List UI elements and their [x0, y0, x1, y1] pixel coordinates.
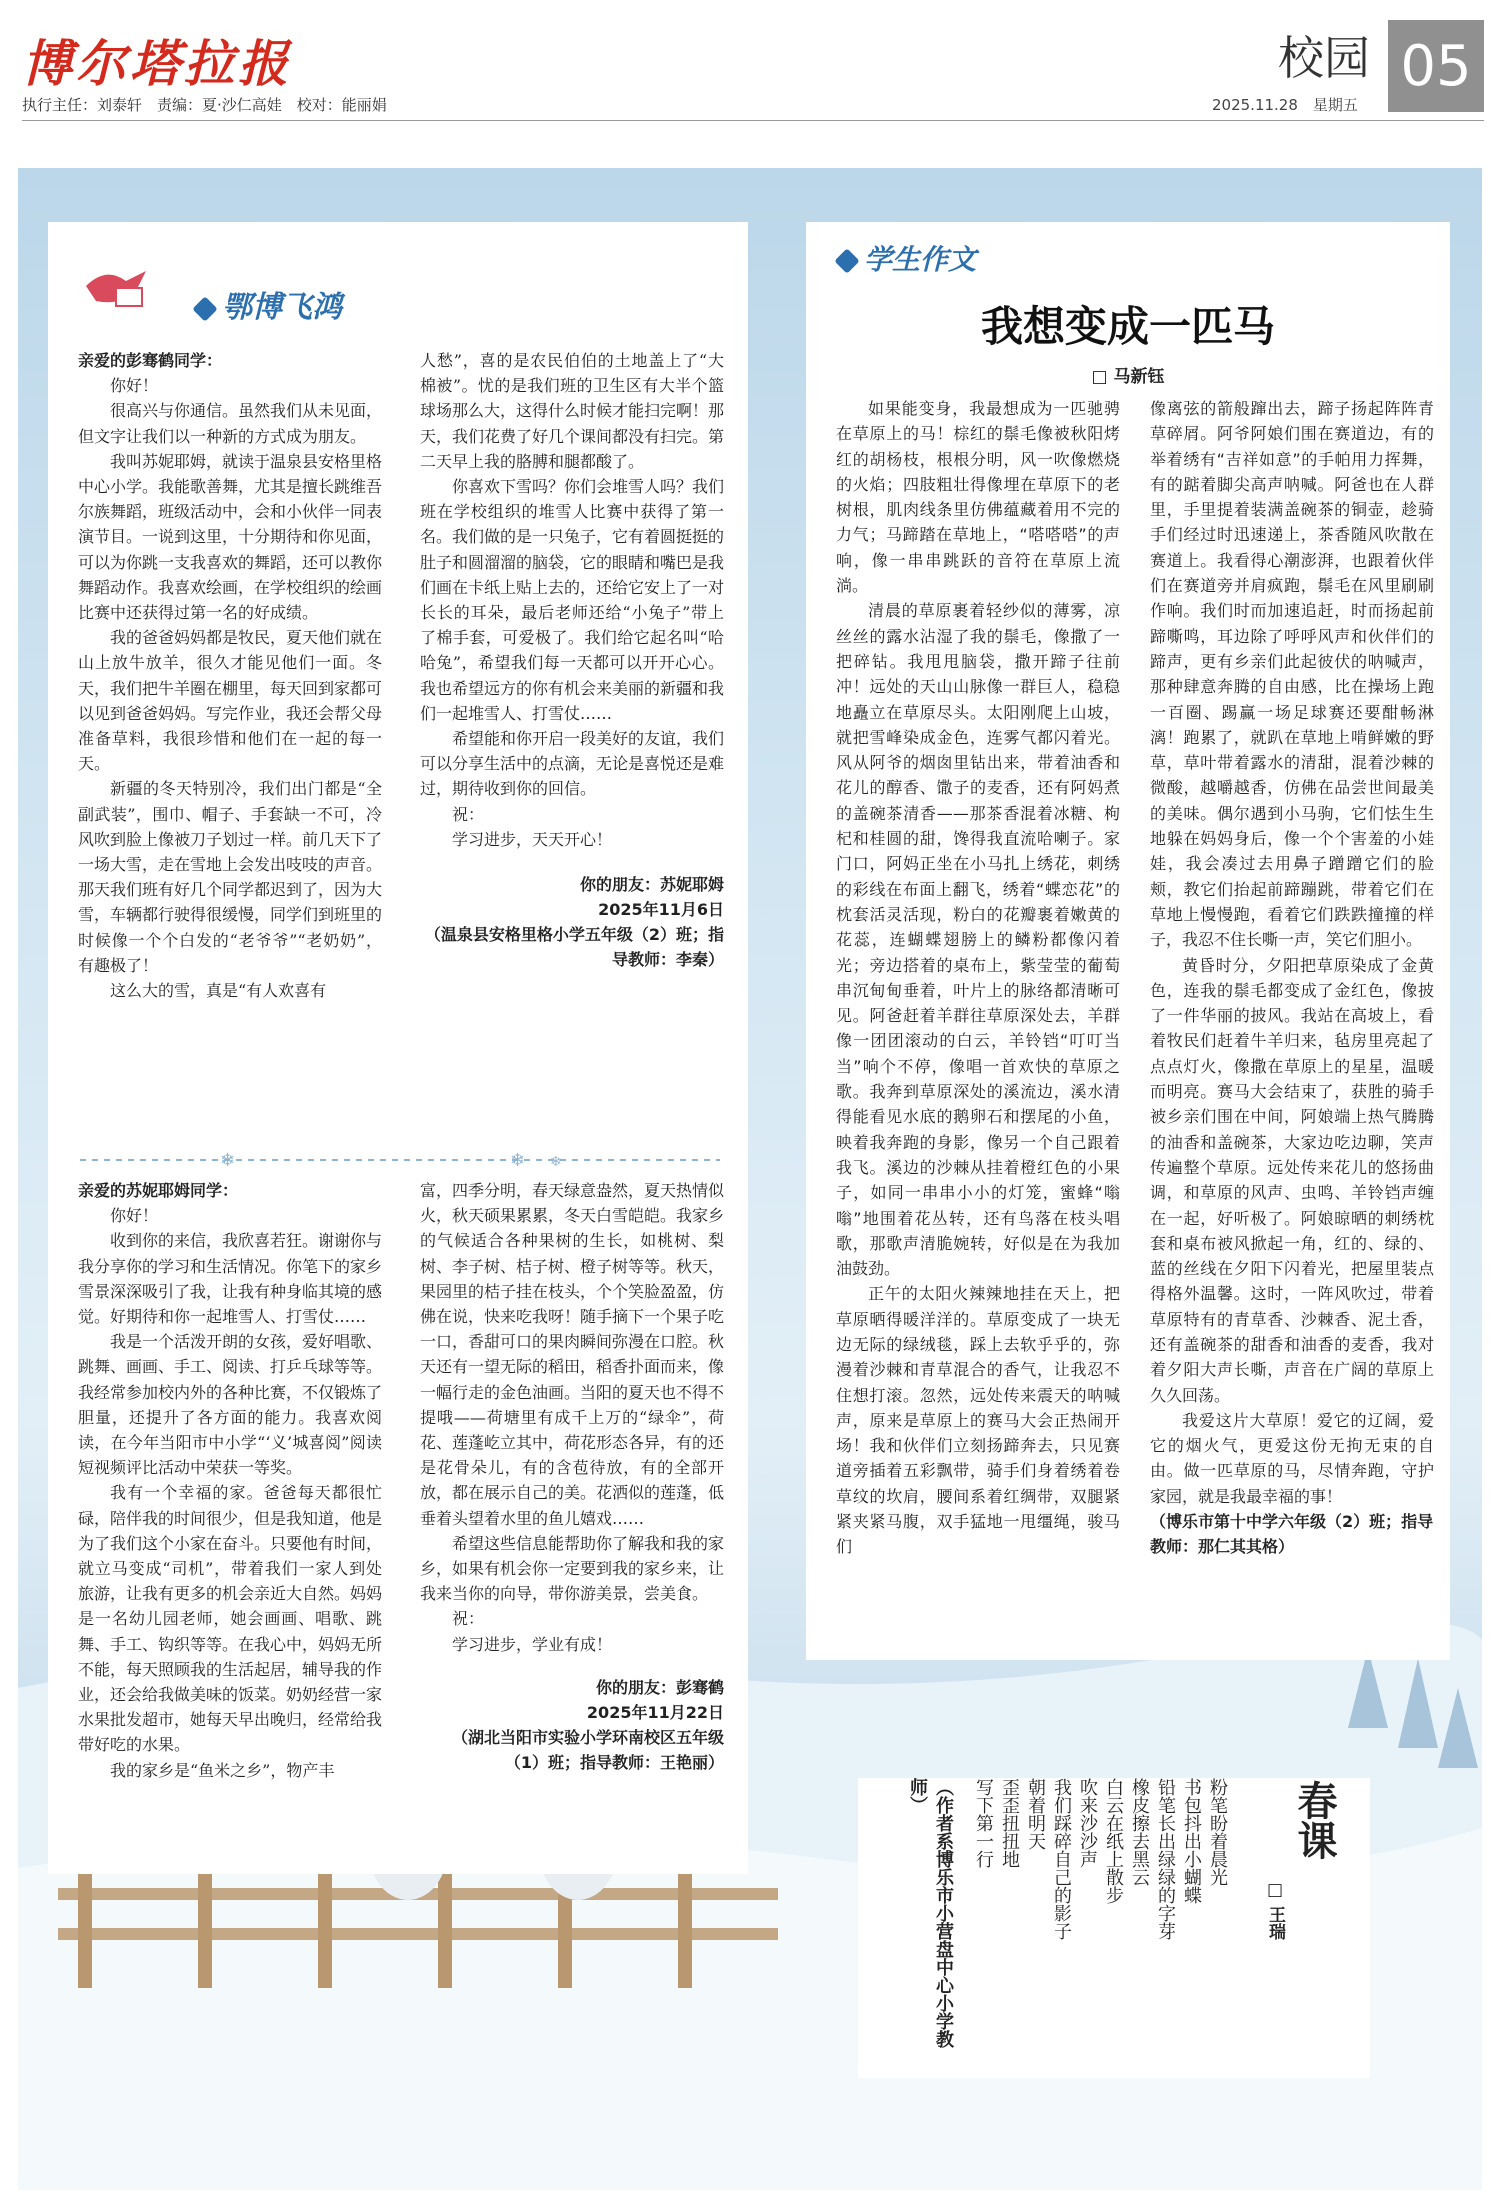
issue-date: 2025.11.28 星期五: [1212, 96, 1358, 114]
letter1-column2: [420, 348, 724, 972]
dotted-divider: [80, 1148, 720, 1172]
letter1-paragraph-continued: 人愁”，喜的是农民伯伯的土地盖上了“大棉被”。忧的是我们班的卫生区有大半个篮球场那么大，这得什么时候才能扫完啊！那天，我们花费了好几个课间都没有扫完。第二天早上我的胳膊和腿都酸了。: [420, 351, 725, 471]
letter1-paragraph: 我叫苏妮耶姆，就读于温泉县安格里格中心小学。我能歌善舞，尤其是擅长跳维吾尔族舞蹈，班级活动中，会和小伙伴一同表演节目。一说到这里，十分期待和你见面，可以为你跳一支我喜欢的舞蹈，还可以教你舞蹈动作。我喜欢绘画，在学校组织的绘画比赛中还获得过第一名的好成绩。: [78, 451, 383, 623]
header-rule: [22, 120, 1484, 121]
letter2-salutation: 亲爱的苏妮耶姆同学：: [78, 1181, 239, 1200]
poem-body: [890, 1778, 1230, 2068]
essay-paragraph: 清晨的草原裹着轻纱似的薄雾，凉丝丝的露水沾湿了我的鬃毛，像撒了一把碎钻。我甩甩脑袋，撒开蹄子往前冲！远处的天山山脉像一群巨人，稳稳地矗立在草原尽头。太阳刚爬上山坡，就把雪峰染成金色，连雾气都闪着光。风从阿爷的烟囱里钻出来，带着油香和花儿的醇香、馓子的麦香，还有阿妈煮的盖碗茶清香——那茶香混着冰糖、枸杞和桂圆的甜，馋得我直流哈喇子。家门口，阿妈正坐在小马扎上绣花，刺绣的彩线在布面上翻飞，绣着“蝶恋花”的枕套活灵活现，粉白的花瓣裹着嫩黄的花蕊，连蝴蝶翅膀上的鳞粉都像闪着光；旁边搭着的桌布上，紫莹莹的葡萄串沉甸甸垂着，叶片上的脉络都清晰可见。阿爸赶着羊群往草原深处去，羊群像一团团滚动的白云，羊铃铛“叮叮当当”响个不停，像唱一首欢快的草原之歌。我奔到草原深处的溪流边，溪水清得能看见水底的鹅卵石和摆尾的小鱼，映着我奔跑的身影，像另一个自己跟着我飞。溪边的沙棘从挂着橙红色的小果子，如同一串串小小的灯笼，蜜蜂“嗡嗡”地围着花丛转，还有鸟落在枝头唱歌，那歌声清脆婉转，好似是在为我加油鼓劲。: [836, 601, 1120, 1279]
letter1-paragraph: 希望能和你开启一段美好的友谊，我们可以分享生活中的点滴，无论是喜悦还是难过，期待收到你的回信。: [420, 729, 725, 799]
letter1-paragraph: 很高兴与你通信。虽然我们从未见面，但文字让我们以一种新的方式成为朋友。: [78, 401, 383, 446]
letter2-sign-school: （湖北当阳市实验小学环南校区五年级（1）班；指导教师：王艳丽）: [451, 1727, 724, 1772]
svg-text:❄: ❄: [510, 1150, 526, 1171]
poem-line: 朝着明天: [1025, 1778, 1046, 1850]
poem-line: 歪歪扭扭地: [999, 1778, 1020, 1868]
letter2-closing-wish: 学习进步，学业有成！: [452, 1634, 613, 1654]
poem-author-note: （作者系博乐市小营盘中心小学教师）: [907, 1778, 954, 2048]
letter2-paragraph: 我是一个活泼开朗的女孩，爱好唱歌、跳舞、画画、手工、阅读、打乒乓球等等。我经常参加校内外的各种比赛，不仅锻炼了胆量，还提升了各方面的能力。我喜欢阅读，在今年当阳市中小学“‘义’城喜阅”阅读短视频评比活动中荣获一等奖。: [78, 1332, 383, 1478]
svg-text:❄: ❄: [550, 1154, 562, 1170]
essay-paragraph: 黄昏时分，夕阳把草原染成了金黄色，连我的鬃毛都变成了金红色，像披了一件华丽的披风。我站在高坡上，看着牧民们赶着牛羊归来，毡房里亮起了点点灯火，像撒在草原上的星星，温暖而明亮。赛马大会结束了，获胜的骑手被乡亲们围在中间，阿娘端上热气腾腾的油香和盖碗茶，大家边吃边聊，笑声传遍整个草原。远处传来花儿的悠扬曲调，和草原的风声、虫鸣、羊铃铛声缠在一起，好听极了。阿娘晾晒的刺绣枕套和桌布被风掀起一角，红的、绿的、蓝的丝线在夕阳下闪着光，把屋里装点得格外温馨。这时，一阵风吹过，带着草原特有的青草香、沙棘香、泥土香，还有盖碗茶的甜香和油香的麦香，我对着夕阳大声长嘶，声音在广阔的草原上久久回荡。: [1150, 955, 1434, 1405]
essay-paragraph: 正午的太阳火辣辣地挂在天上，把草原晒得暖洋洋的。草原变成了一块无边无际的绿绒毯，踩上去软乎乎的，弥漫着沙棘和青草混合的香气，让我忍不住想打滚。忽然，远处传来震天的呐喊声，原来是草原上的赛马大会正热闹开场！我和伙伴们立刻扬蹄奔去，只见赛道旁插着五彩飘带，骑手们身着绣着卷草纹的坎肩，腰间系着红绸带，双腿紧紧夹紧马腹，双手猛地一甩缰绳，骏马们: [836, 1284, 1120, 1557]
letter2-column2: [420, 1178, 724, 1775]
column-title-letters: [196, 282, 342, 326]
article-title: 我想变成一匹马: [980, 302, 1275, 351]
letter1-paragraph: 新疆的冬天特别冷，我们出门都是“全副武装”，围巾、帽子、手套缺一不可，冷风吹到脸上像被刀子划过一样。前几天下了一场大雪，走在雪地上会发出吱吱的声音。那天我们班有好几个同学都迟到了，因为大雪，车辆都行驶得很缓慢，同学们到班里的时候像一个个白发的“老爷爷”“老奶奶”，有趣极了！: [78, 779, 383, 975]
letter1-sign-school: （温泉县安格里格小学五年级（2）班；指导教师：李秦）: [424, 925, 724, 970]
masthead-logo: 博尔塔拉报: [22, 35, 292, 93]
essay-sign: （博乐市第十中学六年级（2）班；指导教师：那仁其其格）: [1150, 1512, 1434, 1557]
poem-line: 橡皮擦去黑云: [1129, 1778, 1150, 1886]
essay-column2: [1150, 396, 1434, 1559]
poem-line: 写下第一行: [973, 1778, 994, 1868]
section-name: 校园: [1278, 31, 1370, 85]
letter1-closing-wish: 学习进步，天天开心！: [452, 829, 613, 849]
letter2-paragraph-continued: 富，四季分明，春天绿意盎然，夏天热情似火，秋天硕果累累，冬天白雪皑皑。我家乡的气候适合各种果树的生长，如桃树、梨树、李子树、桔子树、橙子树等等。秋天，果园里的桔子挂在枝头，个个笑脸盈盈，仿佛在说，快来吃我呀！随手摘下一个果子吃一口，香甜可口的果肉瞬间弥漫在口腔。秋天还有一望无际的稻田，稻香扑面而来，像一幅行走的金色油画。当阳的夏天也不得不提哦——荷塘里有成千上万的“绿伞”，荷花、莲蓬屹立其中，荷花形态各异，有的还是花骨朵儿，有的含苞待放，有的全部开放，都在展示自己的美。花洒似的莲蓬，低垂着头望着水里的鱼儿嬉戏……: [420, 1181, 725, 1528]
column-badge-icon: [192, 296, 217, 321]
letter2-closing: 祝：: [452, 1609, 485, 1629]
letter2-paragraph: 希望这些信息能帮助你了解我和我的家乡，如果有机会你一定要到我的家乡来，让我来当你的向导，带你游美景，尝美食。: [420, 1533, 725, 1604]
dove-icon: [76, 256, 156, 316]
letter1-sign-date: 2025年11月6日: [598, 900, 724, 920]
letter1-paragraph: 这么大的雪，真是“有人欢喜有: [110, 981, 327, 1001]
letter1-paragraph: 我的爸爸妈妈都是牧民，夏天他们就在山上放牛放羊，很久才能见他们一面。冬天，我们把牛羊圈在棚里，每天回到家都可以见到爸爸妈妈。写完作业，我还会帮父母准备草料，我很珍惜和他们在一起的每一天。: [78, 628, 383, 774]
letter1-column1: [78, 348, 382, 1003]
column-badge-icon: [834, 248, 859, 273]
column-title-essay: [838, 238, 976, 278]
essay-column1: [836, 396, 1120, 1560]
column-title-text: 学生作文: [864, 243, 977, 276]
poem-author: □ 王瑞: [1265, 1880, 1285, 1940]
letter2-paragraph: 我有一个幸福的家。爸爸每天都很忙碌，陪伴我的时间很少，但是我知道，他是为了我们这个小家在奋斗。只要他有时间，就立马变成“司机”，带着我们一家人到处旅游，让我有更多的机会亲近大自然。妈妈是一名幼儿园老师，她会画画、唱歌、跳舞、手工、钩织等等。在我心中，妈妈无所不能，每天照顾我的生活起居，辅导我的作业，还会给我做美味的饭菜。奶奶经营一家水果批发超市，她每天早出晚归，经常给我带好吃的水果。: [78, 1483, 383, 1755]
poem-line: 吹来沙沙声: [1077, 1778, 1098, 1868]
article-author: □ 马新钰: [1091, 367, 1165, 387]
page-number: 05: [1388, 20, 1484, 112]
letter2-sign-name: 你的朋友：彭骞鹤: [595, 1677, 724, 1697]
letter1-paragraph: 你喜欢下雪吗？你们会堆雪人吗？我们班在学校组织的堆雪人比赛中获得了第一名。我们做的是一只兔子，它有着圆挺挺的肚子和圆溜溜的脑袋，它的眼睛和嘴巴是我们画在卡纸上贴上去的，还给它安上了一对长长的耳朵，最后老师还给“小兔子”带上了棉手套，可爱极了。我们给它起名叫“哈哈兔”，希望我们每一天都可以开开心心。我也希望远方的你有机会来美丽的新疆和我们一起堆雪人、打雪仗……: [420, 477, 725, 723]
letter1-closing: 祝：: [452, 804, 485, 824]
poem-line: 书包抖出小蝴蝶: [1181, 1778, 1202, 1904]
letter2-sign-date: 2025年11月22日: [586, 1702, 724, 1722]
essay-paragraph-continued: 像离弦的箭般蹿出去，蹄子扬起阵阵青草碎屑。阿爷阿娘们围在赛道边，有的举着绣有“吉祥如意”的手帕用力挥舞，有的踮着脚尖高声呐喊。阿爸也在人群里，手里提着装满盖碗茶的铜壶，趁骑手们经过时迅速递上，茶香随风吹散在赛道上。我看得心潮澎湃，也跟着伙伴们在赛道旁并肩疯跑，鬃毛在风里刷刷作响。我们时而加速追赶，时而扬起前蹄嘶鸣，耳边除了呼呼风声和伙伴们的蹄声，更有乡亲们此起彼伏的呐喊声，那种肆意奔腾的自由感，比在操场上跑一百圈、踢赢一场足球赛还要酣畅淋漓！跑累了，就趴在草地上啃鲜嫩的野草，草叶带着露水的清甜，混着沙棘的微酸，越嚼越香，仿佛在品尝世间最美的美味。偶尔遇到小马驹，它们怯生生地躲在妈妈身后，像一个个害羞的小娃娃，我会凑过去用鼻子蹭蹭它们的脸颊，教它们抬起前蹄蹦跳，带着它们在草地上慢慢跑，看着它们跌跌撞撞的样子，我忍不住长嘶一声，笑它们胆小。: [1150, 399, 1434, 950]
letter1-salutation: 亲爱的彭骞鹤同学：: [78, 351, 223, 370]
letter2-greeting: 你好！: [110, 1206, 159, 1226]
letter2-column1: [78, 1178, 382, 1783]
staff-credits: 执行主任：刘泰轩 责编：夏·沙仁高娃 校对：能丽娟: [22, 96, 387, 114]
letter2-paragraph: 收到你的来信，我欣喜若狂。谢谢你与我分享你的学习和生活情况。你笔下的家乡雪景深深吸引了我，让我有种身临其境的感觉。好期待和你一起堆雪人、打雪仗……: [78, 1231, 383, 1327]
letter1-sign-name: 你的朋友：苏妮耶姆: [579, 875, 724, 895]
poem-line: 铅笔长出绿绿的字芽: [1155, 1778, 1176, 1940]
column-title-text: 鄂博飞鸿: [222, 290, 342, 325]
letter2-paragraph: 我的家乡是“鱼米之乡”，物产丰: [110, 1760, 335, 1780]
letter1-greeting: 你好！: [110, 376, 159, 396]
poem-line: 白云在纸上散步: [1103, 1778, 1124, 1904]
poem-line: 我们踩碎自己的影子: [1051, 1778, 1072, 1940]
poem-line: 粉笔盼着晨光: [1207, 1778, 1228, 1886]
svg-text:❄: ❄: [220, 1150, 236, 1171]
essay-paragraph: 我爱这片大草原！爱它的辽阔，爱它的烟火气，更爱这份无拘无束的自由。做一匹草原的马，尽情奔跑，守护家园，就是我最幸福的事！: [1150, 1410, 1434, 1506]
essay-paragraph: 如果能变身，我最想成为一匹驰骋在草原上的马！棕红的鬃毛像被秋阳烤红的胡杨枝，根根分明，风一吹像燃烧的火焰；四肢粗壮得像埋在草原下的老树根，肌肉线条里仿佛蕴藏着用不完的力气；马蹄踏在草地上，“嗒嗒嗒”的声响，像一串串跳跃的音符在草原上流淌。: [836, 399, 1120, 596]
poem-title: 春课: [1291, 1780, 1337, 1860]
